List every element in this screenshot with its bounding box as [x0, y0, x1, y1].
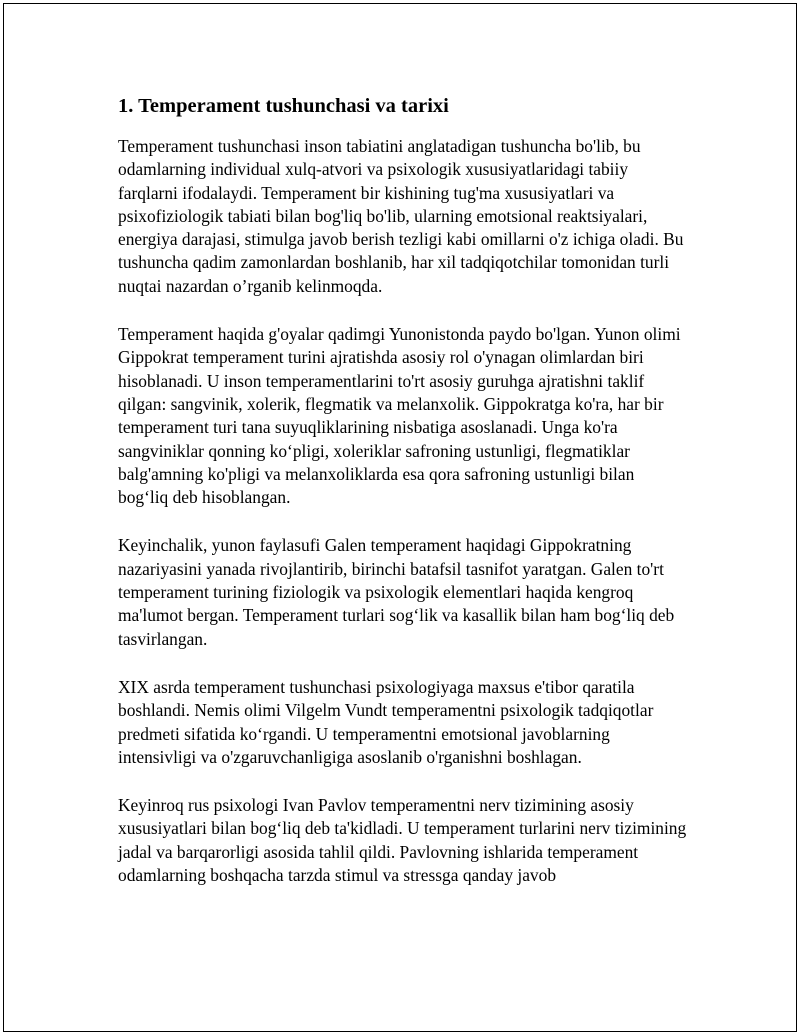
paragraph-ancient-greece: Temperament haqida g'oyalar qadimgi Yunonistonda paydo bo'lgan. Yunon olimi Gippokrat temperament turini ajratishda asosiy rol o'ynagan olimlardan biri hisoblanadi. U inson temperamentlarini to'rt asosiy guruhga ajratishni taklif qilgan: sangvinik, xolerik, flegmatik va melanxolik. Gippokratga ko'ra, har bir temperament turi tana suyuqliklarining nisbatiga asoslanadi. Unga ko'ra sangviniklar qonning ko‘pligi, xoleriklar safroning ustunligi, flegmatiklar balg'amning ko'pligi va melanxoliklarda esa qora safroning ustunligi bilan bog‘liq deb hisoblangan. [118, 324, 681, 508]
document-body [118, 94, 688, 887]
section-heading: 1. Temperament tushunchasi va tarixi [118, 95, 449, 117]
paragraph-pavlov: Keyinroq rus psixologi Ivan Pavlov temperamentni nerv tizimining asosiy xususiyatlari bilan bog‘liq deb ta'kidladi. U temperament turlarini nerv tizimining jadal va barqarorligi asosida tahlil qildi. Pavlovning ishlarida temperament odamlarning boshqacha tarzda stimul va stressga qanday javob [118, 795, 687, 886]
paragraph-nineteenth-century: XIX asrda temperament tushunchasi psixologiyaga maxsus e'tibor qaratila boshlandi. Nemis olimi Vilgelm Vundt temperamentni psixologik tadqiqotlar predmeti sifatida ko‘rgandi. U temperamentni emotsional javoblarning intensivligi va o'zgaruvchanligiga asoslanib o'rganishni boshlagan. [118, 676, 654, 767]
paragraph-definition: Temperament tushunchasi inson tabiatini anglatadigan tushuncha bo'lib, bu odamlarning individual xulq-atvori va psixologik xususiyatlaridagi tabiiy farqlarni ifodalaydi. Temperament bir kishining tug'ma xususiyatlari va psixofiziologik tabiati bilan bog'liq bo'lib, ularning emotsional reaktsiyalari, energiya darajasi, stimulga javob berish tezligi kabi omillarni o'z ichiga oladi. Bu tushuncha qadim zamonlardan boshlanib, har xil tadqiqotchilar tomonidan turli nuqtai nazardan o’rganib kelinmoqda. [118, 136, 684, 296]
paragraph-galen: Keyinchalik, yunon faylasufi Galen temperament haqidagi Gippokratning nazariyasini yanada rivojlantirib, birinchi batafsil tasnifot yaratgan. Galen to'rt temperament turining fiziologik va psixologik elementlari haqida kengroq ma'lumot bergan. Temperament turlari sog‘lik va kasallik bilan ham bog‘liq deb tasvirlangan. [118, 535, 675, 649]
